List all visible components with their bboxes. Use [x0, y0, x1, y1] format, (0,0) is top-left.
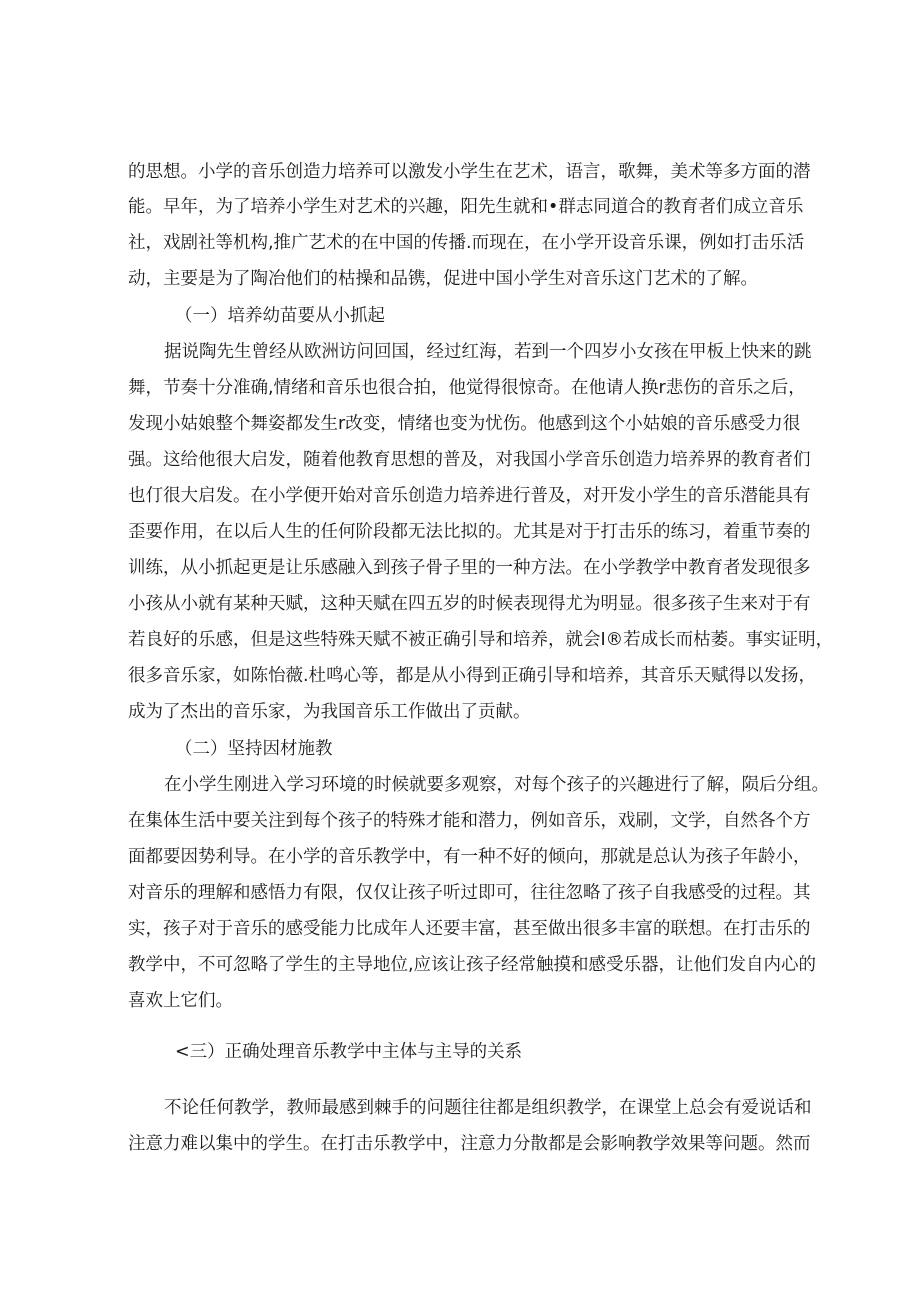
para3-line-6: 教学中，不可忽略了学生的主导地位,应该让孩子经常触摸和感受乐器，让他们发自内心的 [128, 955, 817, 975]
para3-line-1: 在小学生刚进入学习环境的时候就要多观察，对每个孩子的兴趣进行了解，陨后分组。 [164, 775, 829, 795]
para3-line-2: 在集体生活中要关注到每个孩子的特殊才能和潜力，例如音乐，戏刷，文学，自然各个方 [128, 811, 811, 831]
para1-line-1: 的思想。小学的音乐创造力培养可以激发小学生在艺术，语言，歌舞，美术等多方面的潜 [128, 162, 811, 182]
para2-line-10: 很多音乐家，如陈怡薇.杜鸣心等，都是从小得到正确引导和培养，其音乐天赋得以发扬， [128, 666, 817, 686]
para3-line-4: 对音乐的理解和感悟力有限，仅仅让孩子听过即可，往往忽略了孩子自我感受的过程。其 [128, 883, 811, 903]
para2-line-8: 小孩从小就有某种天赋，这种天赋在四五岁的时候表现得尤为明显。很多孩子生来对于有 [128, 594, 811, 614]
para3-line-3: 面都要因势利导。在小学的音乐教学中，有一种不好的倾向，那就是总认为孩子年龄小， [128, 847, 811, 867]
section-heading-3: <三）正确处理音乐教学中主体与主导的关系 [175, 1042, 523, 1062]
para2-line-11: 成为了杰出的音乐家，为我国音乐工作做出了贡献。 [128, 702, 531, 722]
para2-line-9: 若良好的乐感，但是这些特殊天赋不被正确引导和培养，就会I®若成长而枯萎。事实证明， [128, 630, 834, 650]
para2-line-5: 也仃很大启发。在小学便开始对音乐创造力培养进行普及，对开发小学生的音乐潜能具有 [128, 486, 811, 506]
section-heading-1: （一）培养幼苗要从小抓起 [175, 306, 385, 326]
section-heading-2: （二）坚持因材施教 [175, 739, 333, 759]
para2-line-4: 强。这给他很大启发，随着他教育思想的普及，对我国小学音乐创造力培养界的教育者们 [128, 450, 811, 470]
para2-line-3: 发现小姑娘整个舞姿都发生r改变，情绪也变为忧伤。他感到这个小姑娘的音乐感受力很 [128, 414, 801, 434]
para1-line-3: 社，戏剧社等机构,推广艺术的在中国的传播.而现在，在小学开设音乐课，例如打击乐活 [128, 233, 805, 253]
para2-line-1: 据说陶先生曾经从欧洲访问回国，经过红海，若到一个四岁小女孩在甲板上快来的跳 [164, 342, 812, 362]
para2-line-6: 歪要作用，在以后人生的任何阶段都无法比拟的。尤其是对于打击乐的练习，着重节奏的 [128, 522, 811, 542]
para3-line-7: 喜欢上它们。 [128, 991, 233, 1011]
para4-line-1: 不论任何教学，教师最感到棘手的问题往往都是组织教学，在课堂上总会有爱说话和 [164, 1098, 812, 1118]
para4-line-2: 注意力难以集中的学生。在打击乐教学中，注意力分散都是会影响教学效果等问题。然而 [128, 1134, 811, 1154]
para1-line-2: 能。早年，为了培养小学生对艺术的兴趣，阳先生就和•群志同道合的教育者们成立音乐 [128, 197, 804, 217]
para2-line-2: 舞，节奏十分准确,情绪和音乐也很合拍，他觉得很惊奇。在他请人换r悲伤的音乐之后， [128, 378, 806, 398]
para3-line-5: 实，孩子对于音乐的感受能力比成年人还要丰富，甚至做出很多丰富的联想。在打击乐的 [128, 919, 811, 939]
para1-line-4: 动，主要是为了陶冶他们的枯操和品镌，促进中国小学生对音乐这门艺术的了解。 [128, 269, 758, 289]
para2-line-7: 训练，从小抓起更是让乐感融入到孩子骨子里的一种方法。在小学教学中教育者发现很多 [128, 558, 811, 578]
